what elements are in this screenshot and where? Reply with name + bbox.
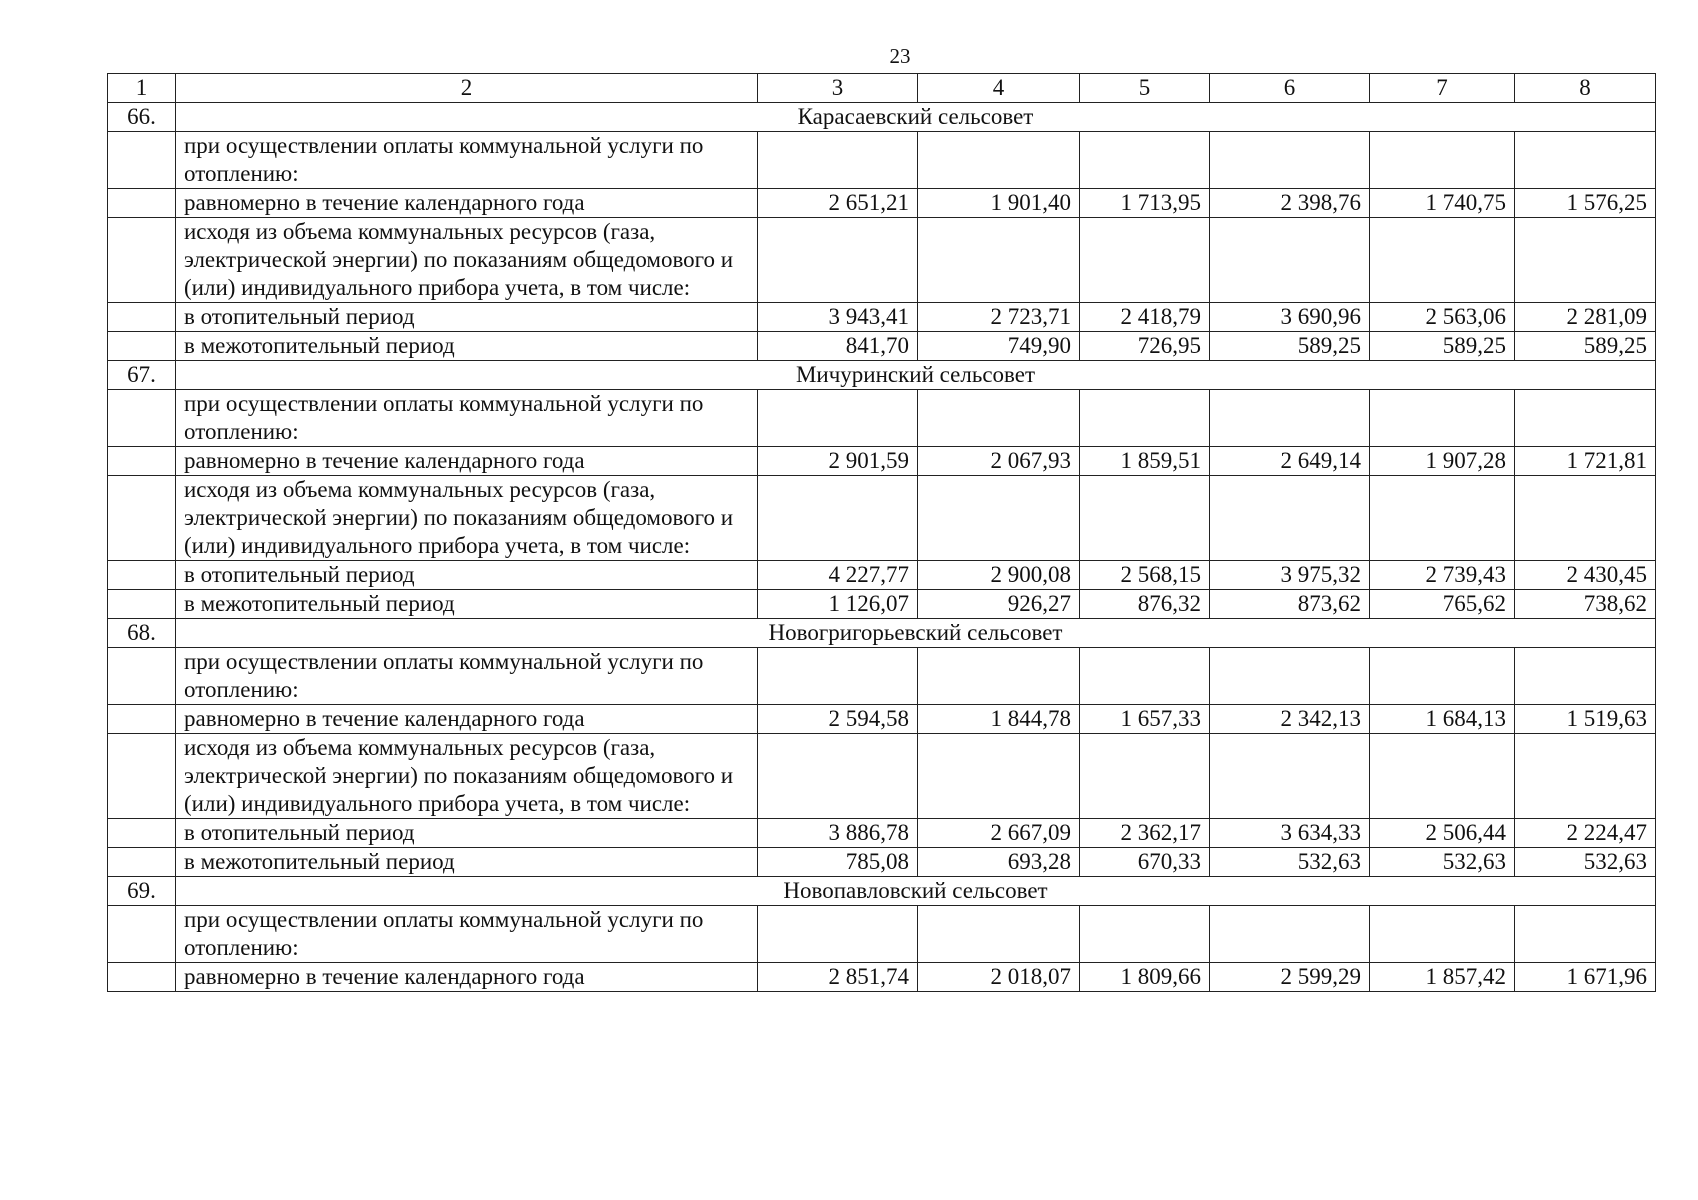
header-row [108, 74, 1656, 103]
row-number-cell [108, 590, 176, 619]
value-cell: 1 671,96 [1515, 963, 1656, 992]
value-cell [1370, 906, 1515, 963]
section-row [108, 877, 1656, 906]
table-row [108, 218, 1656, 303]
value-cell: 693,28 [918, 848, 1080, 877]
table-row [108, 963, 1656, 992]
header-cell: 1 [108, 74, 176, 103]
section-row [108, 103, 1656, 132]
row-label: исходя из объема коммунальных ресурсов (газа, электрической энергии) по показаниям общедомового и (или) индивидуального прибора учета, в том числе: [176, 734, 758, 819]
value-cell: 2 018,07 [918, 963, 1080, 992]
row-number-cell [108, 303, 176, 332]
value-cell [1370, 390, 1515, 447]
row-number-cell [108, 332, 176, 361]
value-cell [1515, 390, 1656, 447]
row-number-cell [108, 390, 176, 447]
value-cell [758, 218, 918, 303]
value-cell [1370, 218, 1515, 303]
value-cell: 2 594,58 [758, 705, 918, 734]
value-cell [1080, 648, 1210, 705]
value-cell: 2 568,15 [1080, 561, 1210, 590]
value-cell [758, 390, 918, 447]
value-cell [1515, 132, 1656, 189]
row-label: в отопительный период [176, 561, 758, 590]
value-cell [758, 132, 918, 189]
value-cell: 589,25 [1515, 332, 1656, 361]
header-cell: 3 [758, 74, 918, 103]
value-cell: 1 907,28 [1370, 447, 1515, 476]
section-title: Карасаевский сельсовет [176, 103, 1656, 132]
value-cell: 1 657,33 [1080, 705, 1210, 734]
value-cell [918, 132, 1080, 189]
row-label: при осуществлении оплаты коммунальной услуги по отоплению: [176, 132, 758, 189]
value-cell: 749,90 [918, 332, 1080, 361]
value-cell [918, 734, 1080, 819]
value-cell [758, 476, 918, 561]
header-cell: 6 [1210, 74, 1370, 103]
value-cell: 2 723,71 [918, 303, 1080, 332]
value-cell: 2 739,43 [1370, 561, 1515, 590]
section-row [108, 619, 1656, 648]
value-cell: 765,62 [1370, 590, 1515, 619]
header-cell: 4 [918, 74, 1080, 103]
value-cell: 738,62 [1515, 590, 1656, 619]
value-cell: 1 844,78 [918, 705, 1080, 734]
table-row [108, 705, 1656, 734]
value-cell [1370, 734, 1515, 819]
row-label: при осуществлении оплаты коммунальной услуги по отоплению: [176, 906, 758, 963]
value-cell: 4 227,77 [758, 561, 918, 590]
value-cell [918, 476, 1080, 561]
value-cell: 670,33 [1080, 848, 1210, 877]
row-label: при осуществлении оплаты коммунальной услуги по отоплению: [176, 390, 758, 447]
row-number-cell [108, 963, 176, 992]
row-number-cell [108, 648, 176, 705]
value-cell: 2 342,13 [1210, 705, 1370, 734]
value-cell [1515, 648, 1656, 705]
value-cell: 1 721,81 [1515, 447, 1656, 476]
table-row [108, 848, 1656, 877]
table-row [108, 819, 1656, 848]
value-cell: 532,63 [1210, 848, 1370, 877]
value-cell [1080, 390, 1210, 447]
value-cell: 3 634,33 [1210, 819, 1370, 848]
row-label: исходя из объема коммунальных ресурсов (газа, электрической энергии) по показаниям общедомового и (или) индивидуального прибора учета, в том числе: [176, 218, 758, 303]
value-cell: 589,25 [1210, 332, 1370, 361]
value-cell: 1 809,66 [1080, 963, 1210, 992]
value-cell [1370, 648, 1515, 705]
value-cell: 3 975,32 [1210, 561, 1370, 590]
row-label: равномерно в течение календарного года [176, 705, 758, 734]
row-label: равномерно в течение календарного года [176, 963, 758, 992]
value-cell: 1 519,63 [1515, 705, 1656, 734]
value-cell: 726,95 [1080, 332, 1210, 361]
row-label: в отопительный период [176, 303, 758, 332]
value-cell: 532,63 [1370, 848, 1515, 877]
table-row [108, 734, 1656, 819]
value-cell: 2 398,76 [1210, 189, 1370, 218]
value-cell [1080, 734, 1210, 819]
table-row [108, 590, 1656, 619]
value-cell [1515, 734, 1656, 819]
value-cell: 3 886,78 [758, 819, 918, 848]
value-cell: 1 901,40 [918, 189, 1080, 218]
value-cell [1370, 476, 1515, 561]
value-cell [918, 218, 1080, 303]
page-number: 23 [889, 44, 911, 68]
value-cell: 1 740,75 [1370, 189, 1515, 218]
tariff-table [107, 73, 1656, 992]
row-number-cell [108, 734, 176, 819]
value-cell: 785,08 [758, 848, 918, 877]
value-cell: 2 563,06 [1370, 303, 1515, 332]
row-label: в межотопительный период [176, 848, 758, 877]
row-label: в отопительный период [176, 819, 758, 848]
section-row [108, 361, 1656, 390]
row-number-cell [108, 705, 176, 734]
header-cell: 5 [1080, 74, 1210, 103]
section-number: 67. [108, 361, 176, 390]
value-cell: 2 067,93 [918, 447, 1080, 476]
value-cell: 2 900,08 [918, 561, 1080, 590]
value-cell: 2 667,09 [918, 819, 1080, 848]
row-label: равномерно в течение календарного года [176, 189, 758, 218]
row-number-cell [108, 447, 176, 476]
row-label: исходя из объема коммунальных ресурсов (газа, электрической энергии) по показаниям общедомового и (или) индивидуального прибора учета, в том числе: [176, 476, 758, 561]
value-cell: 2 362,17 [1080, 819, 1210, 848]
row-label: при осуществлении оплаты коммунальной услуги по отоплению: [176, 648, 758, 705]
value-cell: 2 901,59 [758, 447, 918, 476]
section-number: 68. [108, 619, 176, 648]
value-cell: 2 430,45 [1515, 561, 1656, 590]
table-row [108, 303, 1656, 332]
value-cell: 2 851,74 [758, 963, 918, 992]
value-cell: 589,25 [1370, 332, 1515, 361]
value-cell: 2 599,29 [1210, 963, 1370, 992]
section-title: Новопавловский сельсовет [176, 877, 1656, 906]
table-row [108, 332, 1656, 361]
value-cell [918, 906, 1080, 963]
table-row [108, 906, 1656, 963]
row-number-cell [108, 132, 176, 189]
value-cell: 1 859,51 [1080, 447, 1210, 476]
value-cell [1210, 906, 1370, 963]
section-title: Мичуринский сельсовет [176, 361, 1656, 390]
header-cell: 2 [176, 74, 758, 103]
value-cell [1210, 476, 1370, 561]
row-number-cell [108, 189, 176, 218]
value-cell [1370, 132, 1515, 189]
table-row [108, 447, 1656, 476]
value-cell: 2 651,21 [758, 189, 918, 218]
section-number: 66. [108, 103, 176, 132]
value-cell: 1 713,95 [1080, 189, 1210, 218]
value-cell [1515, 476, 1656, 561]
value-cell: 2 281,09 [1515, 303, 1656, 332]
header-cell: 7 [1370, 74, 1515, 103]
value-cell [918, 390, 1080, 447]
row-number-cell [108, 906, 176, 963]
value-cell [1080, 218, 1210, 303]
table-row [108, 648, 1656, 705]
table-row [108, 476, 1656, 561]
section-number: 69. [108, 877, 176, 906]
row-number-cell [108, 561, 176, 590]
value-cell [758, 734, 918, 819]
value-cell [1515, 906, 1656, 963]
row-number-cell [108, 819, 176, 848]
row-number-cell [108, 476, 176, 561]
value-cell: 926,27 [918, 590, 1080, 619]
value-cell [1210, 218, 1370, 303]
value-cell [1210, 648, 1370, 705]
value-cell: 1 857,42 [1370, 963, 1515, 992]
row-label: равномерно в течение календарного года [176, 447, 758, 476]
value-cell [1210, 734, 1370, 819]
row-label: в межотопительный период [176, 590, 758, 619]
value-cell: 841,70 [758, 332, 918, 361]
table-row [108, 189, 1656, 218]
value-cell [1210, 132, 1370, 189]
value-cell: 2 649,14 [1210, 447, 1370, 476]
value-cell: 2 506,44 [1370, 819, 1515, 848]
table-row [108, 390, 1656, 447]
value-cell: 3 690,96 [1210, 303, 1370, 332]
row-number-cell [108, 218, 176, 303]
header-cell: 8 [1515, 74, 1656, 103]
table-row [108, 132, 1656, 189]
value-cell [758, 906, 918, 963]
row-number-cell [108, 848, 176, 877]
value-cell: 1 126,07 [758, 590, 918, 619]
value-cell [1080, 906, 1210, 963]
value-cell: 873,62 [1210, 590, 1370, 619]
value-cell: 3 943,41 [758, 303, 918, 332]
value-cell: 1 684,13 [1370, 705, 1515, 734]
value-cell [1515, 218, 1656, 303]
section-title: Новогригорьевский сельсовет [176, 619, 1656, 648]
value-cell [1080, 132, 1210, 189]
table-row [108, 561, 1656, 590]
value-cell [758, 648, 918, 705]
value-cell: 876,32 [1080, 590, 1210, 619]
value-cell: 2 418,79 [1080, 303, 1210, 332]
value-cell [1080, 476, 1210, 561]
value-cell [1210, 390, 1370, 447]
value-cell: 2 224,47 [1515, 819, 1656, 848]
row-label: в межотопительный период [176, 332, 758, 361]
table-body [108, 74, 1656, 992]
value-cell [918, 648, 1080, 705]
value-cell: 532,63 [1515, 848, 1656, 877]
value-cell: 1 576,25 [1515, 189, 1656, 218]
